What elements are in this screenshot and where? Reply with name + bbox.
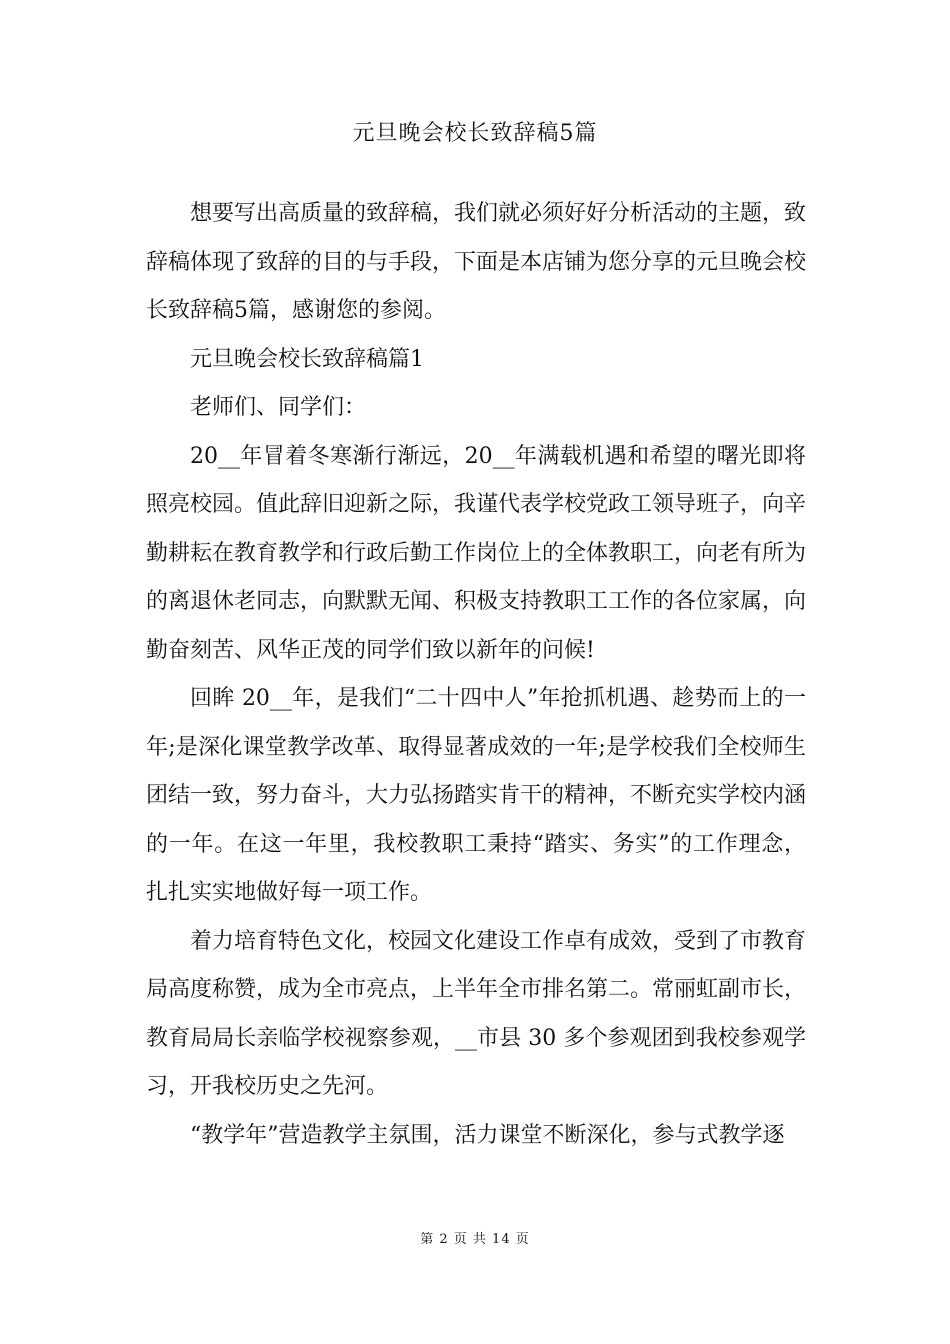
intro-paragraph: 想要写出高质量的致辞稿，我们就必须好好分析活动的主题，致辞稿体现了致辞的目的与手段，下面是本店铺为您分享的元旦晚会校长致辞稿5篇，感谢您的参阅。 [146,201,807,323]
salutation: 老师们、同学们： [190,395,367,420]
body-paragraph: 着力培育特色文化，校园文化建设工作卓有成效，受到了市教育局高度称赞，成为全市亮点，上半年全市排名第二。常丽虹副市长，教育局局长亲临学校视察参观，__市县 30 多个参观团到我校参观学习，开我校历史之先河。 [146,928,807,1099]
document-title: 元旦晚会校长致辞稿5篇 [352,121,598,146]
body-paragraph: 20__年冒着冬寒渐行渐远，20__年满载机遇和希望的曙光即将照亮校园。值此辞旧迎新之际，我谨代表学校党政工领导班子，向辛勤耕耘在教育教学和行政后勤工作岗位上的全体教职工，向老有所为的离退休老同志，向默默无闻、积极支持教职工工作的各位家属，向勤奋刻苦、风华正茂的同学们致以新年的问候! [146,443,807,663]
document-body [146,190,806,1160]
body-paragraph: 回眸 20__年，是我们“二十四中人”年抢抓机遇、趁势而上的一年;是深化课堂教学改革、取得显著成效的一年;是学校我们全校师生团结一致，努力奋斗，大力弘扬踏实肯干的精神，不断充实学校内涵的一年。在这一年里，我校教职工秉持“踏实、务实”的工作理念，扎扎实实地做好每一项工作。 [146,686,807,905]
page-footer: 第 2 页 共 14 页 [420,1232,530,1247]
section-heading: 元旦晚会校长致辞稿篇1 [190,346,424,372]
body-paragraph: “教学年”营造教学主氛围，活力课堂不断深化，参与式教学逐 [190,1122,785,1148]
